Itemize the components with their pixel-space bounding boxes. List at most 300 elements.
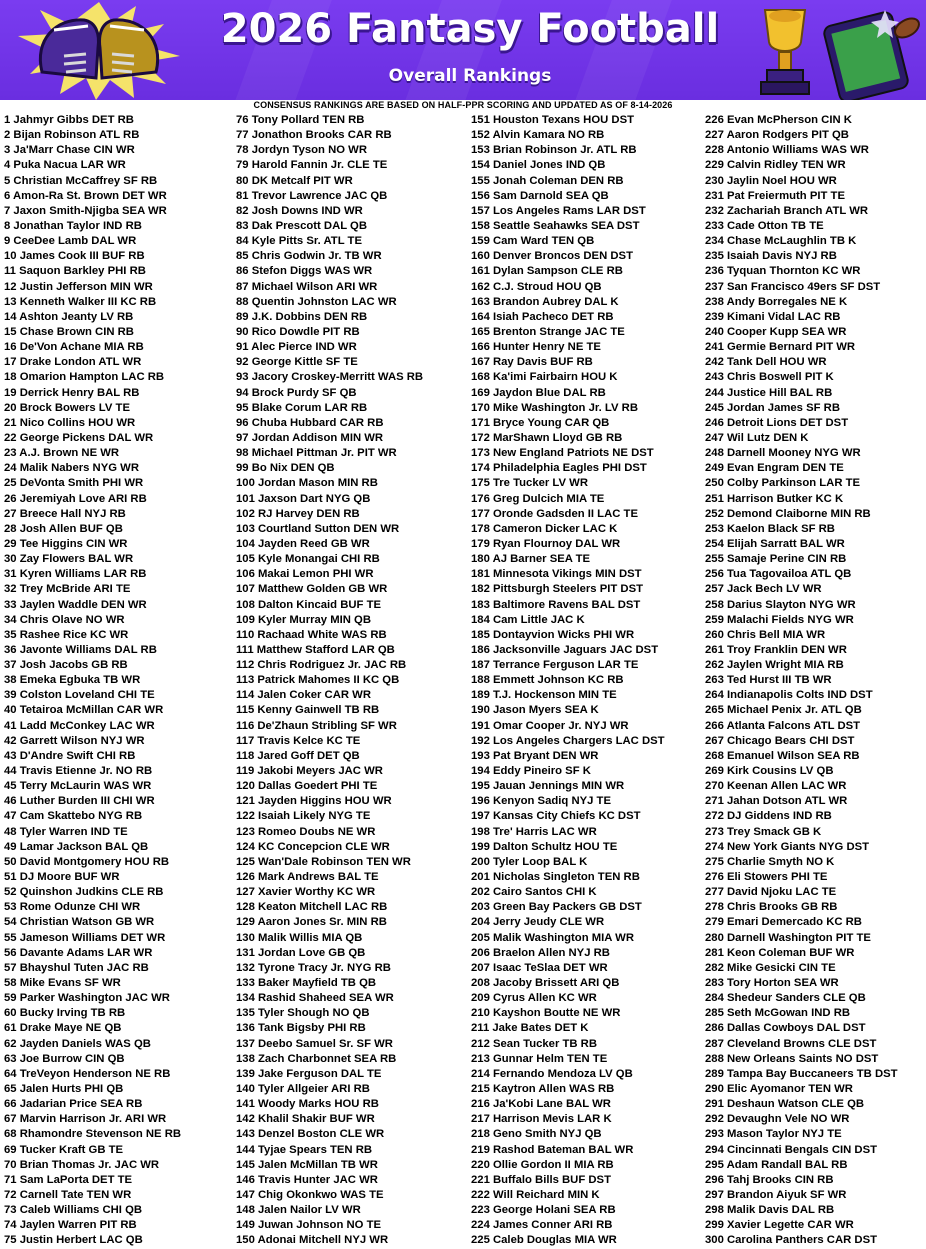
ranking-entry: 172 MarShawn Lloyd GB RB — [471, 431, 623, 444]
ranking-entry: 27 Breece Hall NYJ RB — [4, 507, 126, 520]
ranking-entry: 276 Eli Stowers PHI TE — [705, 871, 828, 884]
ranking-entry: 11 Saquon Barkley PHI RB — [4, 265, 146, 278]
ranking-entry: 49 Lamar Jackson BAL QB — [4, 840, 149, 853]
ranking-entry: 103 Courtland Sutton DEN WR — [236, 522, 400, 535]
ranking-entry: 201 Nicholas Singleton TEN RB — [471, 871, 640, 884]
ranking-entry: 175 Tre Tucker LV WR — [471, 477, 588, 490]
ranking-entry: 120 Dallas Goedert PHI TE — [236, 780, 378, 793]
ranking-entry: 47 Cam Skattebo NYG RB — [4, 810, 143, 823]
ranking-entry: 176 Greg Dulcich MIA TE — [471, 492, 605, 505]
ranking-entry: 80 DK Metcalf PIT WR — [236, 174, 353, 187]
ranking-entry: 200 Tyler Loop BAL K — [471, 855, 588, 868]
ranking-entry: 3 Ja'Marr Chase CIN WR — [4, 144, 135, 157]
ranking-entry: 15 Chase Brown CIN RB — [4, 325, 134, 338]
ranking-entry: 10 James Cook III BUF RB — [4, 250, 145, 263]
ranking-entry: 207 Isaac TeSlaa DET WR — [471, 961, 608, 974]
ranking-entry: 237 San Francisco 49ers SF DST — [705, 280, 881, 293]
ranking-entry: 213 Gunnar Helm TEN TE — [471, 1052, 608, 1065]
ranking-entry: 76 Tony Pollard TEN RB — [236, 114, 365, 126]
ranking-entry: 160 Denver Broncos DEN DST — [471, 250, 633, 263]
ranking-entry: 227 Aaron Rodgers PIT QB — [705, 129, 849, 142]
ranking-entry: 55 Jameson Williams DET WR — [4, 931, 166, 944]
ranking-entry: 194 Eddy Pineiro SF K — [471, 765, 591, 778]
ranking-entry: 113 Patrick Mahomes II KC QB — [236, 674, 400, 687]
ranking-entry: 230 Jaylin Noel HOU WR — [705, 174, 837, 187]
ranking-entry: 21 Nico Collins HOU WR — [4, 416, 136, 429]
ranking-entry: 126 Mark Andrews BAL TE — [236, 871, 379, 884]
ranking-entry: 25 DeVonta Smith PHI WR — [4, 477, 144, 490]
ranking-entry: 277 David Njoku LAC TE — [705, 886, 837, 899]
ranking-entry: 123 Romeo Doubs NE WR — [236, 825, 376, 838]
ranking-entry: 289 Tampa Bay Buccaneers TB DST — [705, 1067, 898, 1080]
ranking-entry: 75 Justin Herbert LAC QB — [4, 1234, 143, 1247]
ranking-entry: 257 Jack Bech LV WR — [705, 583, 822, 596]
ranking-entry: 287 Cleveland Browns CLE DST — [705, 1037, 877, 1050]
ranking-entry: 105 Kyle Monangai CHI RB — [236, 553, 380, 566]
ranking-entry: 141 Woody Marks HOU RB — [236, 1098, 379, 1111]
ranking-entry: 19 Derrick Henry BAL RB — [4, 386, 140, 399]
ranking-entry: 102 RJ Harvey DEN RB — [236, 507, 360, 520]
ranking-entry: 182 Pittsburgh Steelers PIT DST — [471, 583, 644, 596]
ranking-entry: 185 Dontayvion Wicks PHI WR — [471, 628, 635, 641]
ranking-entry: 16 De'Von Achane MIA RB — [4, 341, 144, 354]
ranking-entry: 63 Joe Burrow CIN QB — [4, 1052, 125, 1065]
ranking-entry: 278 Chris Brooks GB RB — [705, 901, 838, 914]
ranking-entry: 32 Trey McBride ARI TE — [4, 583, 131, 596]
ranking-entry: 300 Carolina Panthers CAR DST — [705, 1234, 878, 1247]
ranking-entry: 259 Malachi Fields NYG WR — [705, 613, 854, 626]
ranking-entry: 260 Chris Bell MIA WR — [705, 628, 826, 641]
ranking-entry: 267 Chicago Bears CHI DST — [705, 734, 855, 747]
ranking-entry: 4 Puka Nacua LAR WR — [4, 159, 126, 172]
ranking-entry: 142 Khalil Shakir BUF WR — [236, 1113, 375, 1126]
ranking-entry: 110 Rachaad White WAS RB — [236, 628, 387, 641]
ranking-entry: 92 George Kittle SF TE — [236, 356, 358, 369]
page-subtitle: Overall Rankings — [388, 66, 552, 86]
ranking-entry: 59 Parker Washington JAC WR — [4, 992, 170, 1005]
ranking-entry: 239 Kimani Vidal LAC RB — [705, 310, 841, 323]
ranking-entry: 281 Keon Coleman BUF WR — [705, 946, 855, 959]
ranking-entry: 170 Mike Washington Jr. LV RB — [471, 401, 638, 414]
ranking-entry: 146 Travis Hunter JAC WR — [236, 1173, 378, 1186]
ranking-entry: 17 Drake London ATL WR — [4, 356, 142, 369]
ranking-entry: 117 Travis Kelce KC TE — [236, 734, 361, 747]
ranking-entry: 140 Tyler Allgeier ARI RB — [236, 1083, 370, 1095]
ranking-entry: 263 Ted Hurst III TB WR — [705, 674, 832, 687]
ranking-entry: 34 Chris Olave NO WR — [4, 613, 125, 626]
ranking-entry: 138 Zach Charbonnet SEA RB — [236, 1052, 397, 1065]
ranking-entry: 82 Josh Downs IND WR — [236, 204, 363, 217]
ranking-entry: 150 Adonai Mitchell NYJ WR — [236, 1234, 389, 1247]
ranking-entry: 292 Devaughn Vele NO WR — [705, 1113, 850, 1126]
ranking-entry: 45 Terry McLaurin WAS WR — [4, 780, 152, 793]
ranking-entry: 38 Emeka Egbuka TB WR — [4, 674, 141, 687]
ranking-entry: 157 Los Angeles Rams LAR DST — [471, 204, 646, 217]
ranking-entry: 197 Kansas City Chiefs KC DST — [471, 810, 641, 823]
ranking-entry: 132 Tyrone Tracy Jr. NYG RB — [236, 961, 391, 974]
ranking-entry: 171 Bryce Young CAR QB — [471, 416, 610, 429]
ranking-entry: 46 Luther Burden III CHI WR — [4, 795, 155, 808]
ranking-entry: 74 Jaylen Warren PIT RB — [4, 1219, 137, 1232]
rankings-column-1 — [4, 113, 229, 1249]
ranking-entry: 232 Zachariah Branch ATL WR — [705, 204, 869, 217]
ranking-entry: 143 Denzel Boston CLE WR — [236, 1128, 385, 1141]
ranking-entry: 93 Jacory Croskey-Merritt WAS RB — [236, 371, 424, 384]
page-title: 2026 Fantasy Football — [220, 6, 720, 52]
ranking-entry: 30 Zay Flowers BAL WR — [4, 553, 134, 566]
ranking-entry: 282 Mike Gesicki CIN TE — [705, 961, 836, 974]
ranking-entry: 245 Jordan James SF RB — [705, 401, 840, 414]
ranking-entry: 65 Jalen Hurts PHI QB — [4, 1083, 124, 1095]
rankings-column-2 — [236, 113, 466, 1249]
ranking-entry: 48 Tyler Warren IND TE — [4, 825, 128, 838]
ranking-entry: 181 Minnesota Vikings MIN DST — [471, 568, 642, 581]
ranking-entry: 14 Ashton Jeanty LV RB — [4, 310, 134, 323]
ranking-entry: 268 Emanuel Wilson SEA RB — [705, 749, 860, 762]
ranking-entry: 283 Tory Horton SEA WR — [705, 977, 839, 990]
ranking-entry: 86 Stefon Diggs WAS WR — [236, 265, 373, 278]
ranking-entry: 96 Chuba Hubbard CAR RB — [236, 416, 384, 429]
ranking-entry: 13 Kenneth Walker III KC RB — [4, 295, 157, 308]
ranking-entry: 149 Juwan Johnson NO TE — [236, 1219, 382, 1232]
ranking-entry: 84 Kyle Pitts Sr. ATL TE — [236, 235, 362, 248]
ranking-entry: 163 Brandon Aubrey DAL K — [471, 295, 619, 308]
ranking-entry: 178 Cameron Dicker LAC K — [471, 522, 618, 535]
ranking-entry: 108 Dalton Kincaid BUF TE — [236, 598, 382, 611]
ranking-entry: 145 Jalen McMillan TB WR — [236, 1158, 378, 1171]
ranking-entry: 111 Matthew Stafford LAR QB — [236, 643, 395, 656]
ranking-entry: 114 Jalen Coker CAR WR — [236, 689, 371, 702]
ranking-entry: 188 Emmett Johnson KC RB — [471, 674, 624, 687]
ranking-entry: 199 Dalton Schultz HOU TE — [471, 840, 618, 853]
ranking-entry: 130 Malik Willis MIA QB — [236, 931, 363, 944]
ranking-entry: 41 Ladd McConkey LAC WR — [4, 719, 155, 732]
ranking-entry: 216 Ja'Kobi Lane BAL WR — [471, 1098, 611, 1111]
ranking-entry: 208 Jacoby Brissett ARI QB — [471, 977, 620, 990]
ranking-entry: 164 Isiah Pacheco DET RB — [471, 310, 614, 323]
ranking-entry: 247 Wil Lutz DEN K — [705, 431, 809, 444]
ranking-entry: 273 Trey Smack GB K — [705, 825, 822, 838]
ranking-entry: 50 David Montgomery HOU RB — [4, 855, 170, 868]
ranking-entry: 77 Jonathon Brooks CAR RB — [236, 129, 392, 142]
ranking-entry: 191 Omar Cooper Jr. NYJ WR — [471, 719, 629, 732]
ranking-entry: 252 Demond Claiborne MIN RB — [705, 507, 871, 520]
ranking-entry: 51 DJ Moore BUF WR — [4, 871, 120, 884]
ranking-entry: 196 Kenyon Sadiq NYJ TE — [471, 795, 611, 808]
ranking-entry: 256 Tua Tagovailoa ATL QB — [705, 568, 852, 581]
ranking-entry: 101 Jaxson Dart NYG QB — [236, 492, 371, 505]
ranking-entry: 109 Kyler Murray MIN QB — [236, 613, 371, 626]
ranking-entry: 243 Chris Boswell PIT K — [705, 371, 834, 384]
ranking-entry: 240 Cooper Kupp SEA WR — [705, 325, 847, 338]
ranking-entry: 220 Ollie Gordon II MIA RB — [471, 1158, 614, 1171]
ranking-entry: 211 Jake Bates DET K — [471, 1022, 589, 1035]
ranking-entry: 88 Quentin Johnston LAC WR — [236, 295, 397, 308]
ranking-entry: 23 A.J. Brown NE WR — [4, 447, 120, 460]
ranking-entry: 219 Rashod Bateman BAL WR — [471, 1143, 634, 1156]
ranking-entry: 136 Tank Bigsby PHI RB — [236, 1022, 366, 1035]
ranking-entry: 235 Isaiah Davis NYJ RB — [705, 250, 837, 263]
ranking-entry: 144 Tyjae Spears TEN RB — [236, 1143, 373, 1156]
ranking-entry: 89 J.K. Dobbins DEN RB — [236, 310, 368, 323]
ranking-entry: 131 Jordan Love GB QB — [236, 946, 366, 959]
ranking-entry: 241 Germie Bernard PIT WR — [705, 341, 856, 354]
ranking-entry: 127 Xavier Worthy KC WR — [236, 886, 376, 899]
ranking-entry: 100 Jordan Mason MIN RB — [236, 477, 378, 490]
ranking-entry: 198 Tre' Harris LAC WR — [471, 825, 597, 838]
ranking-entry: 133 Baker Mayfield TB QB — [236, 977, 377, 990]
ranking-entry: 192 Los Angeles Chargers LAC DST — [471, 734, 665, 747]
ranking-entry: 118 Jared Goff DET QB — [236, 749, 360, 762]
ranking-entry: 156 Sam Darnold SEA QB — [471, 189, 609, 202]
ranking-entry: 85 Chris Godwin Jr. TB WR — [236, 250, 382, 263]
ranking-entry: 224 James Conner ARI RB — [471, 1219, 613, 1232]
ranking-entry: 61 Drake Maye NE QB — [4, 1022, 122, 1035]
rankings-column-4 — [705, 113, 926, 1249]
ranking-entry: 177 Oronde Gadsden II LAC TE — [471, 507, 638, 520]
ranking-entry: 183 Baltimore Ravens BAL DST — [471, 598, 641, 611]
ranking-entry: 104 Jayden Reed GB WR — [236, 537, 370, 550]
ranking-entry: 35 Rashee Rice KC WR — [4, 628, 129, 641]
ranking-entry: 56 Davante Adams LAR WR — [4, 946, 153, 959]
ranking-entry: 290 Elic Ayomanor TEN WR — [705, 1083, 853, 1095]
ranking-entry: 83 Dak Prescott DAL QB — [236, 219, 368, 232]
ranking-entry: 253 Kaelon Black SF RB — [705, 522, 835, 535]
ranking-entry: 26 Jeremiyah Love ARI RB — [4, 492, 147, 505]
ranking-entry: 39 Colston Loveland CHI TE — [4, 689, 155, 702]
ranking-entry: 229 Calvin Ridley TEN WR — [705, 159, 846, 172]
ranking-entry: 251 Harrison Butker KC K — [705, 492, 844, 505]
ranking-entry: 248 Darnell Mooney NYG WR — [705, 447, 861, 460]
football-helmets-icon — [4, 0, 194, 100]
ranking-entry: 57 Bhayshul Tuten JAC RB — [4, 961, 149, 974]
ranking-entry: 295 Adam Randall BAL RB — [705, 1158, 848, 1171]
ranking-entry: 296 Tahj Brooks CIN RB — [705, 1173, 834, 1186]
ranking-entry: 210 Kayshon Boutte NE WR — [471, 1007, 621, 1020]
ranking-entry: 179 Ryan Flournoy DAL WR — [471, 537, 621, 550]
ranking-entry: 293 Mason Taylor NYJ TE — [705, 1128, 842, 1141]
ranking-entry: 262 Jaylen Wright MIA RB — [705, 659, 844, 672]
ranking-entry: 297 Brandon Aiyuk SF WR — [705, 1188, 847, 1201]
ranking-entry: 54 Christian Watson GB WR — [4, 916, 155, 929]
ranking-entry: 153 Brian Robinson Jr. ATL RB — [471, 144, 637, 157]
ranking-entry: 135 Tyler Shough NO QB — [236, 1007, 370, 1020]
ranking-entry: 217 Harrison Mevis LAR K — [471, 1113, 612, 1126]
ranking-entry: 115 Kenny Gainwell TB RB — [236, 704, 380, 717]
ranking-entry: 269 Kirk Cousins LV QB — [705, 765, 834, 778]
ranking-entry: 291 Deshaun Watson CLE QB — [705, 1098, 865, 1111]
ranking-entry: 187 Terrance Ferguson LAR TE — [471, 659, 639, 672]
ranking-entry: 22 George Pickens DAL WR — [4, 431, 154, 444]
ranking-entry: 66 Jadarian Price SEA RB — [4, 1098, 143, 1111]
ranking-entry: 79 Harold Fannin Jr. CLE TE — [236, 159, 388, 172]
ranking-entry: 286 Dallas Cowboys DAL DST — [705, 1022, 866, 1035]
ranking-entry: 116 De'Zhaun Stribling SF WR — [236, 719, 397, 732]
ranking-entry: 298 Malik Davis DAL RB — [705, 1204, 835, 1217]
ranking-entry: 129 Aaron Jones Sr. MIN RB — [236, 916, 387, 929]
ranking-entry: 169 Jaydon Blue DAL RB — [471, 386, 606, 399]
ranking-entry: 70 Brian Thomas Jr. JAC WR — [4, 1158, 160, 1171]
ranking-entry: 58 Mike Evans SF WR — [4, 977, 121, 990]
ranking-entry: 222 Will Reichard MIN K — [471, 1188, 600, 1201]
ranking-entry: 270 Keenan Allen LAC WR — [705, 780, 847, 793]
ranking-entry: 33 Jaylen Waddle DEN WR — [4, 598, 147, 611]
ranking-entry: 28 Josh Allen BUF QB — [4, 522, 123, 535]
ranking-entry: 189 T.J. Hockenson MIN TE — [471, 689, 617, 702]
ranking-entry: 124 KC Concepcion CLE WR — [236, 840, 390, 853]
ranking-entry: 90 Rico Dowdle PIT RB — [236, 325, 360, 338]
ranking-entry: 272 DJ Giddens IND RB — [705, 810, 832, 823]
ranking-entry: 72 Carnell Tate TEN WR — [4, 1188, 132, 1201]
ranking-entry: 218 Geno Smith NYJ QB — [471, 1128, 602, 1141]
ranking-entry: 12 Justin Jefferson MIN WR — [4, 280, 153, 293]
ranking-entry: 165 Brenton Strange JAC TE — [471, 325, 625, 338]
ranking-entry: 60 Bucky Irving TB RB — [4, 1007, 126, 1020]
ranking-entry: 121 Jayden Higgins HOU WR — [236, 795, 392, 808]
ranking-entry: 1 Jahmyr Gibbs DET RB — [4, 114, 134, 126]
ranking-entry: 233 Cade Otton TB TE — [705, 219, 824, 232]
ranking-entry: 244 Justice Hill BAL RB — [705, 386, 833, 399]
ranking-entry: 161 Dylan Sampson CLE RB — [471, 265, 623, 278]
ranking-entry: 186 Jacksonville Jaguars JAC DST — [471, 643, 659, 656]
ranking-entry: 173 New England Patriots NE DST — [471, 447, 654, 460]
ranking-entry: 288 New Orleans Saints NO DST — [705, 1052, 879, 1065]
ranking-entry: 36 Javonte Williams DAL RB — [4, 643, 157, 656]
ranking-entry: 184 Cam Little JAC K — [471, 613, 585, 626]
ranking-entry: 6 Amon-Ra St. Brown DET WR — [4, 189, 167, 202]
rankings-note: CONSENSUS RANKINGS ARE BASED ON HALF-PPR SCORING AND UPDATED AS OF 8-14-2026 — [253, 100, 673, 110]
ranking-entry: 167 Ray Davis BUF RB — [471, 356, 593, 369]
ranking-entry: 44 Travis Etienne Jr. NO RB — [4, 765, 153, 778]
ranking-entry: 162 C.J. Stroud HOU QB — [471, 280, 602, 293]
ranking-entry: 137 Deebo Samuel Sr. SF WR — [236, 1037, 393, 1050]
ranking-entry: 204 Jerry Jeudy CLE WR — [471, 916, 605, 929]
ranking-entry: 284 Shedeur Sanders CLE QB — [705, 992, 866, 1005]
ranking-entry: 119 Jakobi Meyers JAC WR — [236, 765, 383, 778]
ranking-entry: 42 Garrett Wilson NYJ WR — [4, 734, 145, 747]
ranking-entry: 299 Xavier Legette CAR WR — [705, 1219, 854, 1232]
ranking-entry: 151 Houston Texans HOU DST — [471, 114, 634, 126]
ranking-entry: 98 Michael Pittman Jr. PIT WR — [236, 447, 397, 460]
ranking-entry: 8 Jonathan Taylor IND RB — [4, 219, 142, 232]
ranking-entry: 68 Rhamondre Stevenson NE RB — [4, 1128, 182, 1141]
ranking-entry: 195 Jauan Jennings MIN WR — [471, 780, 625, 793]
ranking-entry: 258 Darius Slayton NYG WR — [705, 598, 856, 611]
ranking-entry: 274 New York Giants NYG DST — [705, 840, 870, 853]
ranking-entry: 190 Jason Myers SEA K — [471, 704, 599, 717]
ranking-entry: 62 Jayden Daniels WAS QB — [4, 1037, 151, 1050]
ranking-entry: 221 Buffalo Bills BUF DST — [471, 1173, 611, 1186]
ranking-entry: 205 Malik Washington MIA WR — [471, 931, 634, 944]
ranking-entry: 87 Michael Wilson ARI WR — [236, 280, 378, 293]
ranking-entry: 134 Rashid Shaheed SEA WR — [236, 992, 394, 1005]
ranking-entry: 7 Jaxon Smith-Njigba SEA WR — [4, 204, 167, 217]
ranking-entry: 279 Emari Demercado KC RB — [705, 916, 862, 929]
ranking-entry: 64 TreVeyon Henderson NE RB — [4, 1067, 171, 1080]
ranking-entry: 91 Alec Pierce IND WR — [236, 341, 357, 354]
ranking-entry: 37 Josh Jacobs GB RB — [4, 659, 128, 672]
ranking-entry: 166 Hunter Henry NE TE — [471, 341, 601, 354]
ranking-entry: 31 Kyren Williams LAR RB — [4, 568, 147, 581]
ranking-entry: 264 Indianapolis Colts IND DST — [705, 689, 873, 702]
ranking-entry: 234 Chase McLaughlin TB K — [705, 235, 857, 248]
ranking-entry: 249 Evan Engram DEN TE — [705, 462, 844, 475]
ranking-entry: 255 Samaje Perine CIN RB — [705, 553, 847, 566]
ranking-entry: 246 Detroit Lions DET DST — [705, 416, 849, 429]
ranking-entry: 231 Pat Freiermuth PIT TE — [705, 189, 845, 202]
ranking-entry: 148 Jalen Nailor LV WR — [236, 1204, 361, 1217]
ranking-entry: 280 Darnell Washington PIT TE — [705, 931, 871, 944]
ranking-entry: 9 CeeDee Lamb DAL WR — [4, 235, 137, 248]
ranking-entry: 228 Antonio Williams WAS WR — [705, 144, 869, 157]
ranking-entry: 71 Sam LaPorta DET TE — [4, 1173, 133, 1186]
ranking-entry: 223 George Holani SEA RB — [471, 1204, 616, 1217]
ranking-entry: 147 Chig Okonkwo WAS TE — [236, 1188, 384, 1201]
ranking-entry: 152 Alvin Kamara NO RB — [471, 129, 605, 142]
ranking-entry: 81 Trevor Lawrence JAC QB — [236, 189, 388, 202]
ranking-entry: 122 Isaiah Likely NYG TE — [236, 810, 371, 823]
ranking-entry: 238 Andy Borregales NE K — [705, 295, 848, 308]
ranking-entry: 212 Sean Tucker TB RB — [471, 1037, 597, 1050]
ranking-entry: 168 Ka'imi Fairbairn HOU K — [471, 371, 618, 384]
ranking-entry: 261 Troy Franklin DEN WR — [705, 643, 847, 656]
ranking-entry: 43 D'Andre Swift CHI RB — [4, 749, 136, 762]
ranking-entry: 73 Caleb Williams CHI QB — [4, 1204, 143, 1217]
ranking-entry: 97 Jordan Addison MIN WR — [236, 431, 384, 444]
ranking-entry: 265 Michael Penix Jr. ATL QB — [705, 704, 862, 717]
ranking-entry: 275 Charlie Smyth NO K — [705, 855, 835, 868]
ranking-entry: 67 Marvin Harrison Jr. ARI WR — [4, 1113, 167, 1126]
ranking-entry: 215 Kaytron Allen WAS RB — [471, 1083, 615, 1095]
ranking-entry: 236 Tyquan Thornton KC WR — [705, 265, 861, 278]
ranking-entry: 266 Atlanta Falcons ATL DST — [705, 719, 861, 732]
ranking-entry: 139 Jake Ferguson DAL TE — [236, 1067, 382, 1080]
ranking-entry: 94 Brock Purdy SF QB — [236, 386, 357, 399]
ranking-entry: 95 Blake Corum LAR RB — [236, 401, 368, 414]
ranking-entry: 214 Fernando Mendoza LV QB — [471, 1067, 633, 1080]
ranking-entry: 285 Seth McGowan IND RB — [705, 1007, 851, 1020]
ranking-entry: 69 Tucker Kraft GB TE — [4, 1143, 124, 1156]
rankings-column-3 — [471, 113, 701, 1249]
ranking-entry: 2 Bijan Robinson ATL RB — [4, 129, 140, 142]
ranking-entry: 112 Chris Rodriguez Jr. JAC RB — [236, 659, 407, 672]
ranking-entry: 107 Matthew Golden GB WR — [236, 583, 388, 596]
ranking-entry: 52 Quinshon Judkins CLE RB — [4, 886, 164, 899]
ranking-entry: 5 Christian McCaffrey SF RB — [4, 174, 158, 187]
ranking-entry: 18 Omarion Hampton LAC RB — [4, 371, 165, 384]
ranking-entry: 271 Jahan Dotson ATL WR — [705, 795, 848, 808]
ranking-entry: 29 Tee Higgins CIN WR — [4, 537, 128, 550]
ranking-entry: 40 Tetairoa McMillan CAR WR — [4, 704, 164, 717]
ranking-entry: 155 Jonah Coleman DEN RB — [471, 174, 624, 187]
ranking-entry: 180 AJ Barner SEA TE — [471, 553, 591, 566]
ranking-entry: 254 Elijah Sarratt BAL WR — [705, 537, 845, 550]
ranking-entry: 125 Wan'Dale Robinson TEN WR — [236, 855, 411, 868]
ranking-entry: 225 Caleb Douglas MIA WR — [471, 1234, 617, 1247]
ranking-entry: 20 Brock Bowers LV TE — [4, 401, 130, 414]
ranking-entry: 209 Cyrus Allen KC WR — [471, 992, 597, 1005]
ranking-entry: 158 Seattle Seahawks SEA DST — [471, 219, 640, 232]
ranking-entry: 250 Colby Parkinson LAR TE — [705, 477, 861, 490]
ranking-entry: 193 Pat Bryant DEN WR — [471, 749, 599, 762]
header-banner — [0, 0, 926, 100]
ranking-entry: 242 Tank Dell HOU WR — [705, 356, 827, 369]
ranking-entry: 106 Makai Lemon PHI WR — [236, 568, 374, 581]
ranking-entry: 159 Cam Ward TEN QB — [471, 235, 595, 248]
trophy-icon — [735, 0, 926, 100]
ranking-entry: 174 Philadelphia Eagles PHI DST — [471, 462, 647, 475]
ranking-entry: 128 Keaton Mitchell LAC RB — [236, 901, 388, 914]
